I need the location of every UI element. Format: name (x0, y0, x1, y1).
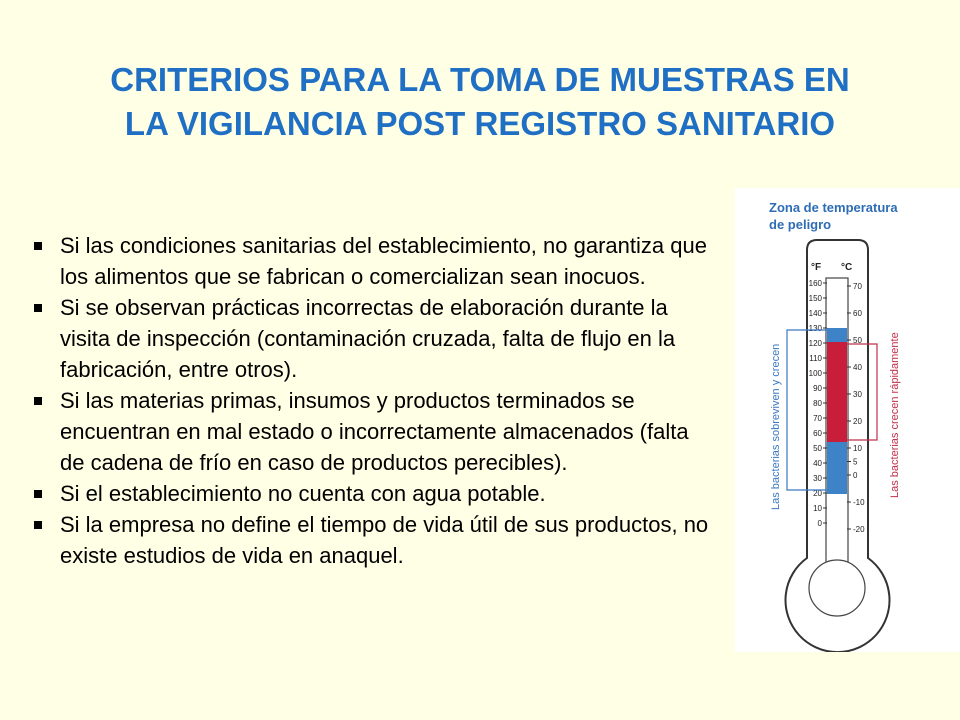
blue-band-lower (827, 442, 847, 494)
f-tick-label: 50 (813, 444, 822, 453)
f-tick-label: 10 (813, 504, 822, 513)
slide-title (40, 58, 920, 146)
list-item: Si las materias primas, insumos y productos terminados se encuentran en mal estado o incorrectamente almacenados (falta de cadena de frío en caso de productos perecibles). (34, 385, 714, 478)
f-tick-label: 60 (813, 429, 822, 438)
c-tick-label: 30 (853, 390, 862, 399)
title-line-1: CRITERIOS PARA LA TOMA DE MUESTRAS EN (110, 61, 850, 98)
f-tick-label: 70 (813, 414, 822, 423)
c-tick-label: 70 (853, 282, 862, 291)
f-tick-label: 150 (808, 294, 822, 303)
list-item: Si las condiciones sanitarias del establecimiento, no garantiza que los alimentos que se fabrican o comercializan sean inocuos. (34, 230, 714, 292)
c-tick-label: 40 (853, 363, 862, 372)
c-tick-label: 20 (853, 417, 862, 426)
list-item: Si la empresa no define el tiempo de vida útil de sus productos, no existe estudios de vida en anaquel. (34, 509, 714, 571)
bullet-square-icon (34, 397, 42, 405)
f-tick-label: 120 (808, 339, 822, 348)
bullet-square-icon (34, 304, 42, 312)
f-tick-label: 130 (808, 324, 822, 333)
bacteria-survive-label: Las bacterias sobreviven y crecen (770, 343, 782, 510)
criteria-list (34, 230, 714, 571)
red-band (827, 342, 847, 442)
c-tick-label: 10 (853, 444, 862, 453)
bacteria-grow-label: Las bacterias crecen rápidamente (889, 332, 901, 498)
bullet-square-icon (34, 490, 42, 498)
f-tick-label: 20 (813, 489, 822, 498)
celsius-label: °C (841, 262, 853, 273)
thermometer-graphic (735, 188, 960, 652)
c-tick-label: -20 (853, 525, 865, 534)
f-tick-label: 0 (817, 519, 822, 528)
f-tick-label: 80 (813, 399, 822, 408)
thermometer-bulb (809, 560, 865, 616)
list-item: Si se observan prácticas incorrectas de elaboración durante la visita de inspección (contaminación cruzada, falta de flujo en la fabricación, entre otros). (34, 292, 714, 385)
title-line-2: LA VIGILANCIA POST REGISTRO SANITARIO (124, 105, 836, 142)
c-tick-label: 0 (853, 471, 858, 480)
blue-band-upper (827, 328, 847, 342)
c-tick-label: 50 (853, 336, 862, 345)
danger-zone-heading-2: de peligro (769, 217, 832, 232)
c-tick-label: 60 (853, 309, 862, 318)
c-tick-label: -10 (853, 498, 865, 507)
f-tick-label: 110 (809, 354, 822, 363)
f-tick-label: 140 (808, 309, 822, 318)
f-tick-label: 100 (808, 369, 822, 378)
f-tick-label: 90 (813, 384, 822, 393)
bullet-square-icon (34, 242, 42, 250)
c-tick-label: 5 (853, 457, 858, 467)
fahrenheit-label: °F (811, 262, 822, 273)
f-tick-label: 160 (808, 279, 822, 288)
f-tick-label: 30 (813, 474, 822, 483)
danger-zone-heading-1: Zona de temperatura (769, 200, 898, 215)
thermometer-figure (735, 188, 960, 652)
f-tick-label: 40 (813, 459, 822, 468)
list-item: Si el establecimiento no cuenta con agua potable. (34, 478, 714, 509)
bullet-square-icon (34, 521, 42, 529)
